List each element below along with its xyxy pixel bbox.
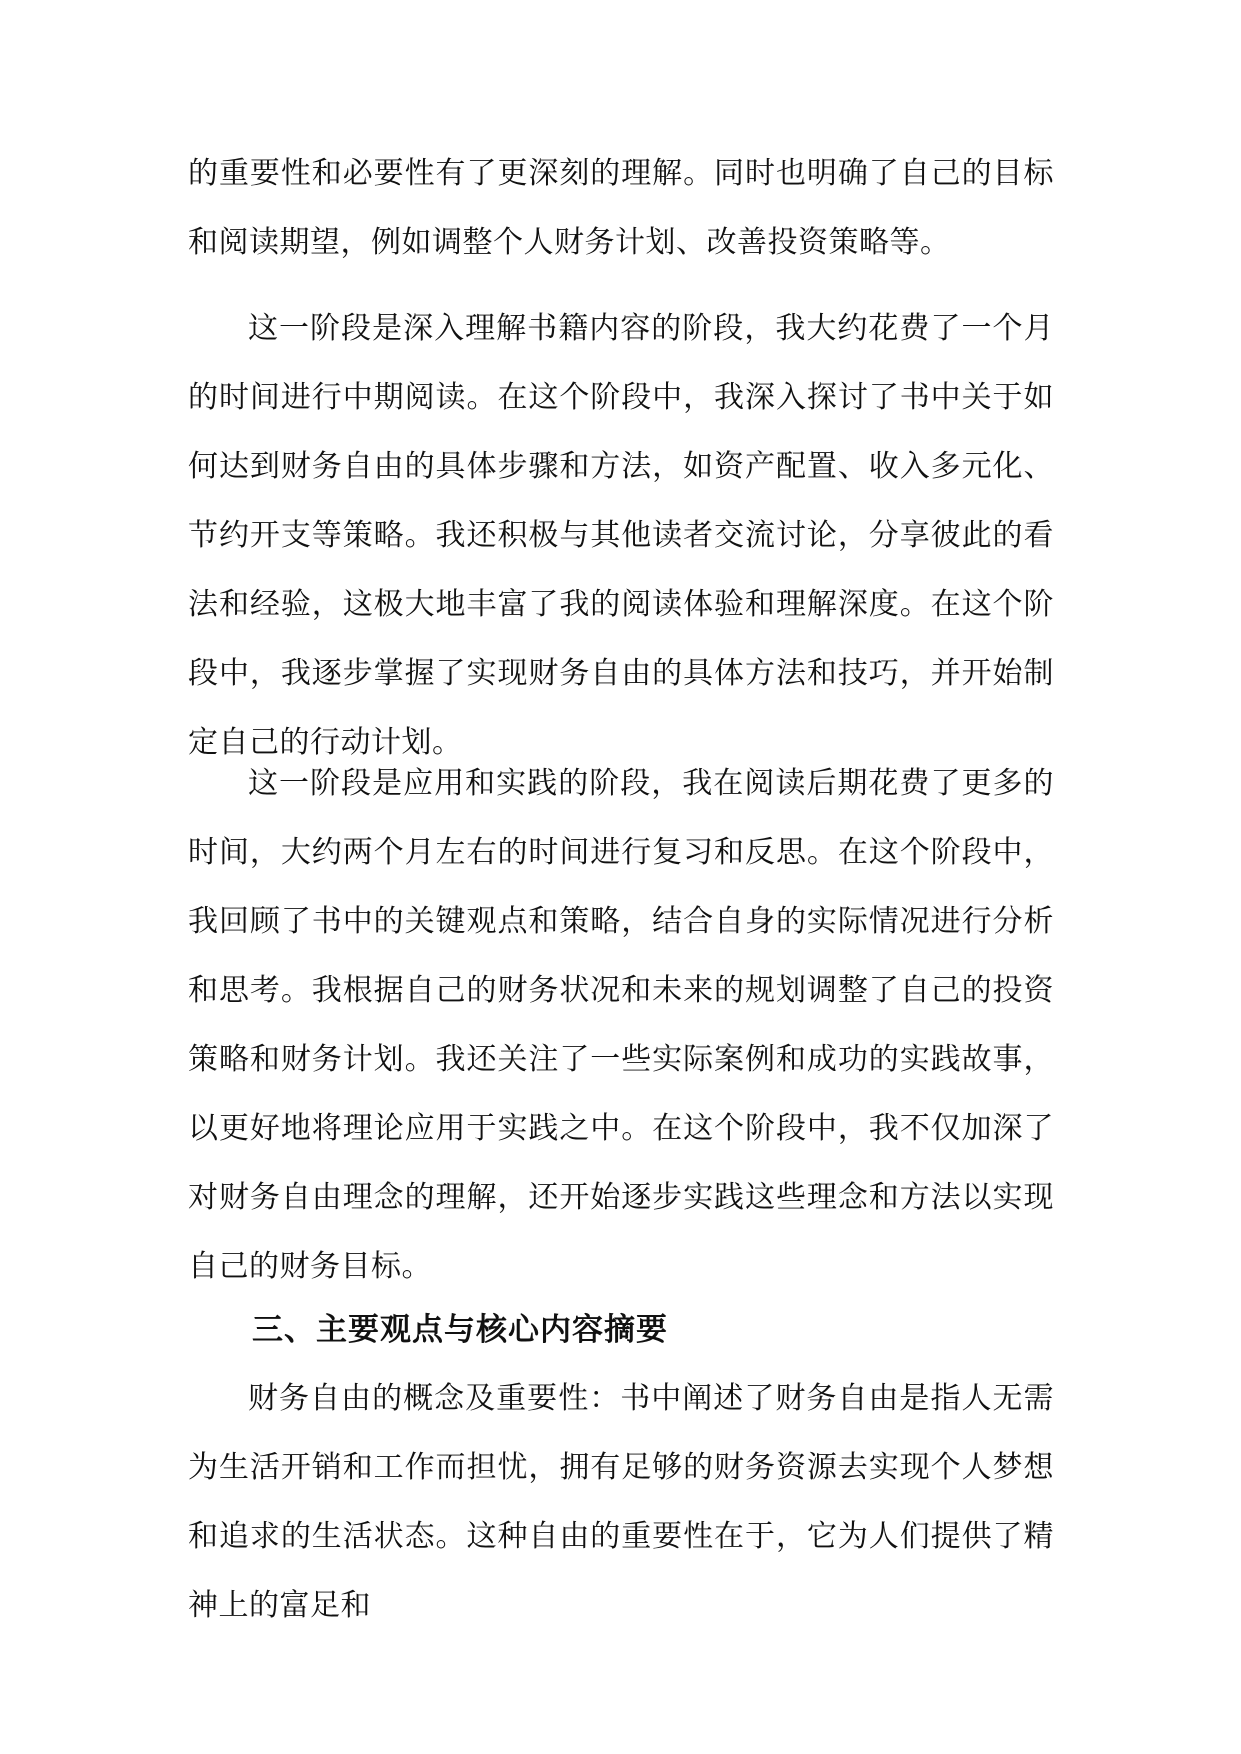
paragraph-late-stage: 这一阶段是应用和实践的阶段，我在阅读后期花费了更多的时间，大约两个月左右的时间进行复习和反思。在这个阶段中，我回顾了书中的关键观点和策略，结合自身的实际情况进行分析和思考。我根据自己的财务状况和未来的规划调整了自己的投资策略和财务计划。我还关注了一些实际案例和成功的实践故事，以更好地将理论应用于实践之中。在这个阶段中，我不仅加深了对财务自由理念的理解，还开始逐步实践这些理念和方法以实现自己的财务目标。 [188,766,1054,1284]
paragraph-middle-stage: 这一阶段是深入理解书籍内容的阶段，我大约花费了一个月的时间进行中期阅读。在这个阶段中，我深入探讨了书中关于如何达到财务自由的具体步骤和方法，如资产配置、收入多元化、节约开支等策略。我还积极与其他读者交流讨论，分享彼此的看法和经验，这极大地丰富了我的阅读体验和理解深度。在这个阶段中，我逐步掌握了实现财务自由的具体方法和技巧，并开始制定自己的行动计划。 [188,311,1054,760]
section-heading: 三、主要观点与核心内容摘要 [252,1312,668,1348]
paragraph-financial-freedom: 财务自由的概念及重要性：书中阐述了财务自由是指人无需为生活开销和工作而担忧，拥有足够的财务资源去实现个人梦想和追求的生活状态。这种自由的重要性在于，它为人们提供了精神上的富足和 [188,1381,1054,1623]
paragraph-continued: 的重要性和必要性有了更深刻的理解。同时也明确了自己的目标和阅读期望，例如调整个人财务计划、改善投资策略等。 [188,156,1054,260]
